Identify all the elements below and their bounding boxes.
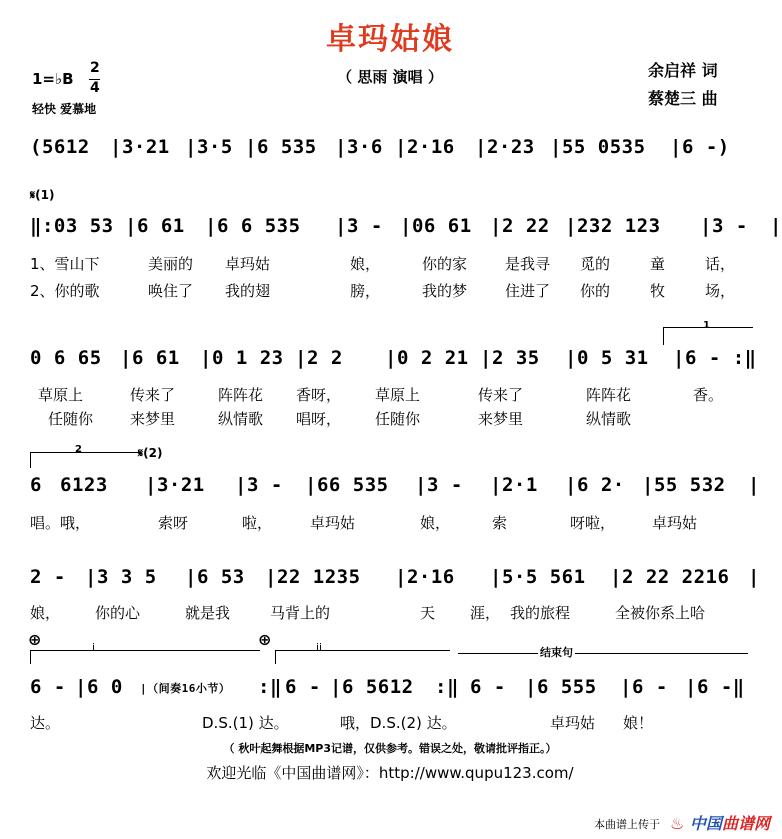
- lyric: 牧: [650, 282, 666, 300]
- lyric: 唱呀，: [296, 410, 342, 428]
- volta-2-label: 2: [75, 444, 82, 455]
- bar: |3 3 5: [85, 566, 157, 588]
- bar: ‖:03 53: [30, 215, 114, 237]
- lyric: 索呀: [158, 514, 189, 532]
- welcome-line: 欢迎光临《中国曲谱网》：http://www.qupu123.com/: [206, 764, 574, 782]
- bar: |6 2·: [565, 474, 625, 496]
- bar: |06 61: [400, 215, 472, 237]
- bar: 6: [30, 474, 42, 496]
- intro-bar-1: (5612: [30, 136, 90, 158]
- lyric: 达。: [30, 714, 61, 732]
- bar: |2·16: [395, 566, 455, 588]
- volta-ii-label: ii: [316, 641, 323, 654]
- intro-bar-2: |3·21: [110, 136, 170, 158]
- lyric: 我的旅程: [510, 604, 571, 622]
- lyric: 卓玛姑: [550, 714, 596, 732]
- intro-bar-6: |2·16: [395, 136, 455, 158]
- bar: |6 - :‖: [673, 347, 757, 369]
- tempo-marking: 轻快 爱慕地: [32, 102, 97, 116]
- lyricist-credit: 余启祥 词: [648, 61, 718, 80]
- bar: |66 535: [305, 474, 389, 496]
- lyric: 传来了: [130, 386, 176, 404]
- lyric: 娘，: [350, 255, 381, 273]
- lyric: 卓玛姑: [225, 255, 271, 273]
- lyric: 我的梦: [422, 282, 468, 300]
- bar: 6 -: [30, 676, 66, 698]
- lyric: D.S.(1) 达。: [202, 714, 289, 732]
- bar: |6 61: [120, 347, 180, 369]
- intro-bar-4: |6 535: [245, 136, 317, 158]
- transcription-note: （ 秋叶起舞根据MP3记谱，仅供参考。错误之处，敬请批评指正。）: [223, 742, 557, 755]
- bar: :‖: [258, 676, 282, 698]
- lyric: 娘，: [30, 604, 61, 622]
- bar: |2 2: [295, 347, 343, 369]
- intro-bar-9: |6 -): [670, 136, 730, 158]
- lyric: 觅的: [580, 255, 611, 273]
- bar: |6 -‖: [685, 676, 745, 698]
- bar: |3·21: [145, 474, 205, 496]
- bar: |6 61: [125, 215, 185, 237]
- upload-caption: 本曲谱上传于: [594, 818, 660, 831]
- intro-bar-8: |55 0535: [550, 136, 646, 158]
- segno-mark-2: 𝄋(2): [138, 446, 163, 460]
- lyric: 阵阵花: [218, 386, 264, 404]
- flame-icon: ♨: [670, 814, 685, 833]
- lyric: 来梦里: [130, 410, 176, 428]
- composer-credit: 蔡楚三 曲: [648, 89, 718, 108]
- lyric: 场，: [705, 282, 736, 300]
- bar: |: [748, 566, 760, 588]
- bar: 6 -: [285, 676, 321, 698]
- lyric: 1、雪山下: [30, 255, 100, 273]
- bar: 6123: [60, 474, 108, 496]
- bar: |2 22: [490, 215, 550, 237]
- bar: |55 532: [642, 474, 726, 496]
- lyric: 来梦里: [478, 410, 524, 428]
- bar: |2 35: [480, 347, 540, 369]
- coda-symbol-1: ⊕: [28, 630, 42, 649]
- lyric: 娘！: [623, 714, 654, 732]
- song-title: 卓玛姑娘: [326, 22, 454, 57]
- lyric: 你的: [580, 282, 611, 300]
- intro-bar-3: |3·5: [185, 136, 233, 158]
- bar: |0 5 31: [565, 347, 649, 369]
- bar: |2·1: [490, 474, 538, 496]
- bar: |6 6 535: [205, 215, 301, 237]
- bar: 6 -: [470, 676, 506, 698]
- bar: |3 -: [235, 474, 283, 496]
- bar: |6 -: [620, 676, 668, 698]
- bar: |: [748, 474, 760, 496]
- intro-bar-5: |3·6: [335, 136, 383, 158]
- bar: |232 123: [565, 215, 661, 237]
- lyric: 索: [492, 514, 508, 532]
- logo-text-a: 中国: [689, 814, 722, 833]
- lyric: 就是我: [185, 604, 231, 622]
- bar: |22 1235: [265, 566, 361, 588]
- logo-text-b: 曲谱网: [721, 814, 770, 833]
- lyric: 你的心: [95, 604, 141, 622]
- volta-i-label: i: [92, 641, 96, 654]
- lyric: 我的翅: [225, 282, 271, 300]
- bar: |3 -: [335, 215, 383, 237]
- time-signature-top: 2: [90, 60, 100, 76]
- bar: |2 22 2216: [610, 566, 730, 588]
- lyric: 啦，: [242, 514, 273, 532]
- bar: :‖: [435, 676, 459, 698]
- lyric: 唤住了: [148, 282, 194, 300]
- lyric: 童: [650, 255, 666, 273]
- lyric: 全被你系上哈: [615, 604, 706, 622]
- bar: |: [770, 215, 782, 237]
- lyric: 话，: [705, 255, 736, 273]
- lyric: 唱。哦，: [30, 514, 91, 532]
- bar: |5·5 561: [490, 566, 586, 588]
- lyric: 娘，: [420, 514, 451, 532]
- lyric: 美丽的: [148, 255, 194, 273]
- bar: |3 -: [415, 474, 463, 496]
- singer-credit: （ 思雨 演唱 ）: [337, 68, 443, 86]
- lyric: 香呀，: [296, 386, 342, 404]
- site-logo: [670, 811, 770, 834]
- volta-1-label: 1: [703, 320, 710, 331]
- bar: |0 2 21: [385, 347, 469, 369]
- lyric: 任随你: [375, 410, 421, 428]
- lyric: 卓玛姑: [652, 514, 698, 532]
- bar: 0 6 65: [30, 347, 102, 369]
- bar: |0 1 23: [200, 347, 284, 369]
- bar: |6 555: [525, 676, 597, 698]
- intro-bar-7: |2·23: [475, 136, 535, 158]
- lyric: 涯，: [470, 604, 501, 622]
- bar: |6 0: [75, 676, 123, 698]
- lyric: 住进了: [505, 282, 551, 300]
- bar: |6 53: [185, 566, 245, 588]
- key-signature: 1=♭B: [32, 70, 74, 88]
- lyric: 你的家: [422, 255, 468, 273]
- lyric: 传来了: [478, 386, 524, 404]
- lyric: 香。: [693, 386, 724, 404]
- lyric: 哦，D.S.(2) 达。: [340, 714, 457, 732]
- lyric: 任随你: [48, 410, 94, 428]
- lyric: 纵情歌: [586, 410, 632, 428]
- lyric: 卓玛姑: [310, 514, 356, 532]
- lyric: 阵阵花: [586, 386, 632, 404]
- interlude-note: |（间奏16小节）: [140, 682, 231, 695]
- bar: 2 -: [30, 566, 66, 588]
- lyric: 是我寻: [505, 255, 551, 273]
- bar: |6 5612: [330, 676, 414, 698]
- lyric: 膀，: [350, 282, 381, 300]
- lyric: 马背上的: [270, 604, 331, 622]
- coda-symbol-2: ⊕: [258, 630, 272, 649]
- lyric: 2、你的歌: [30, 282, 100, 300]
- lyric: 纵情歌: [218, 410, 264, 428]
- lyric: 草原上: [38, 386, 84, 404]
- time-signature-bottom: 4: [90, 80, 100, 96]
- ending-label: 结束句: [540, 646, 573, 659]
- segno-mark-1: 𝄋(1): [30, 188, 55, 202]
- bar: |3 -: [700, 215, 748, 237]
- lyric: 呀啦，: [570, 514, 616, 532]
- lyric: 天: [420, 604, 436, 622]
- lyric: 草原上: [375, 386, 421, 404]
